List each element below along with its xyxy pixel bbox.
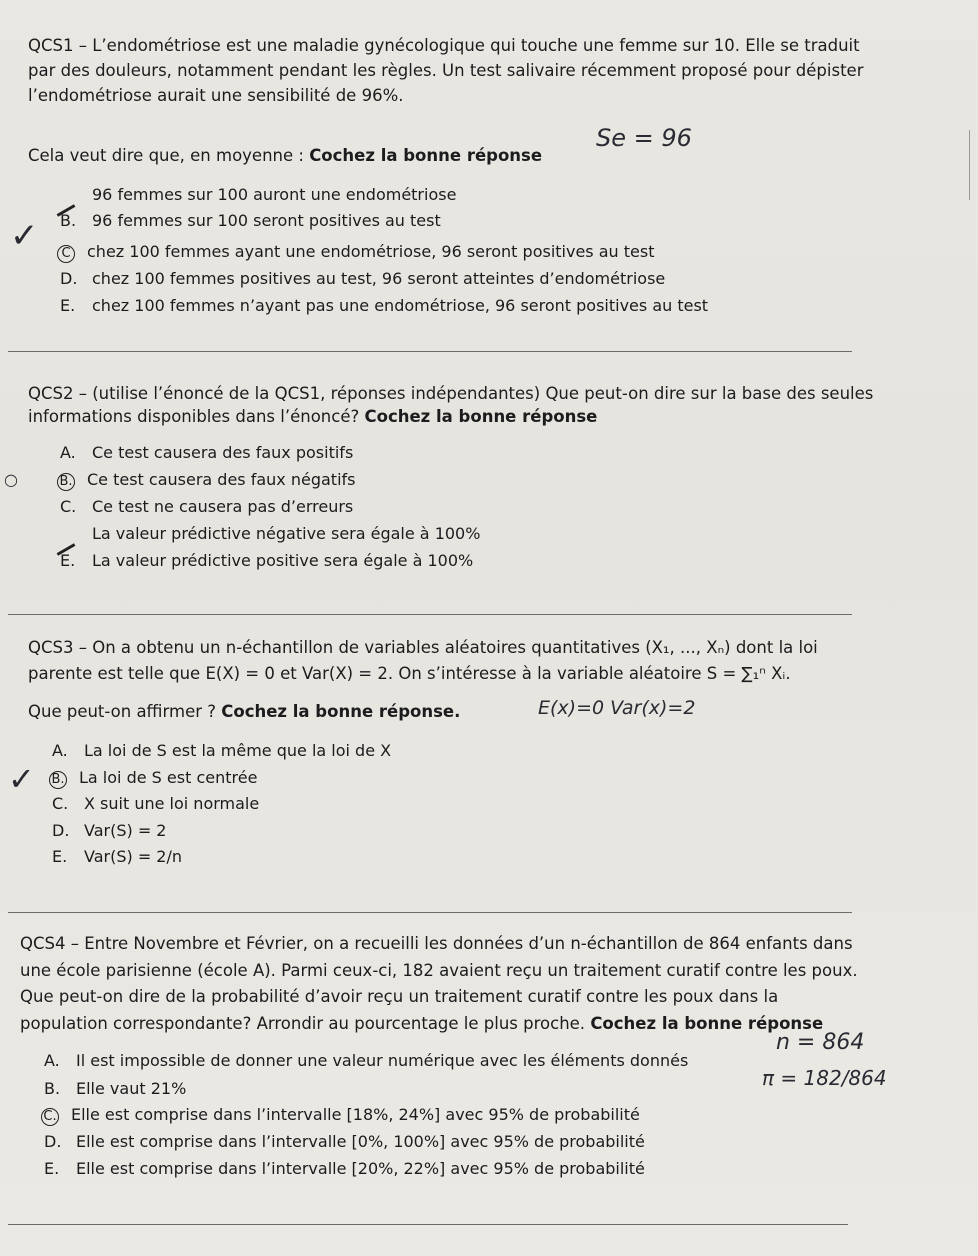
divider-4 [8,1224,848,1225]
q4-line-2: une école parisienne (école A). Parmi ceux-ci, 182 avaient reçu un traitement curatif contre les poux. [20,961,858,980]
q2-line-2: informations disponibles dans l’énoncé? Cochez la bonne réponse [28,407,598,426]
q1-prompt: Cela veut dire que, en moyenne : Cochez la bonne réponse [28,146,543,165]
q3-check-mark-icon: ✓ [8,760,35,798]
q1-option-c-circle: C [57,245,75,263]
q1-line-1: QCS1 – L’endométriose est une maladie gynécologique qui touche une femme sur 10. Elle se traduit [28,36,860,55]
q2-option-b[interactable]: B. Ce test causera des faux négatifs [60,469,356,491]
q4-handwritten-n: n = 864 [776,1030,865,1055]
q1-handwritten-note: Se = 96 [596,124,692,152]
q4-option-c[interactable]: C. Elle est comprise dans l’intervalle [18%, 24%] avec 95% de probabilité [44,1104,640,1126]
q2-instruction: Cochez la bonne réponse [364,407,598,426]
q1-option-d[interactable]: D. chez 100 femmes positives au test, 96 seront atteintes d’endométriose [60,269,666,288]
q3-prompt: Que peut-on affirmer ? Cochez la bonne réponse. [28,702,461,721]
q4-option-c-circle: C. [41,1108,59,1126]
q3-option-d[interactable]: D. Var(S) = 2 [52,821,167,840]
divider-1 [8,351,852,352]
divider-3 [8,912,852,913]
q3-option-c[interactable]: C. X suit une loi normale [52,794,260,813]
q4-line-1: QCS4 – Entre Novembre et Février, on a recueilli les données d’un n-échantillon de 864 enfants dans [20,934,853,953]
q2-margin-mark: ○ [4,470,18,489]
q3-option-a[interactable]: A. La loi de S est la même que la loi de X [52,741,392,760]
q1-option-a[interactable]: 96 femmes sur 100 auront une endométriose [92,185,457,204]
q4-line-3: Que peut-on dire de la probabilité d’avoir reçu un traitement curatif contre les poux dans la [20,987,779,1006]
q3-instruction: Cochez la bonne réponse. [221,702,461,721]
q3-line-2: parente est telle que E(X) = 0 et Var(X) = 2. On s’intéresse à la variable aléatoire S = ∑₁ⁿ Xᵢ. [28,664,791,683]
q1-option-b[interactable]: B. 96 femmes sur 100 seront positives au test [60,211,441,230]
divider-2 [8,614,852,615]
q4-option-a[interactable]: A. Il est impossible de donner une valeur numérique avec les éléments donnés [44,1051,689,1070]
q2-option-c[interactable]: C. Ce test ne causera pas d’erreurs [60,497,354,516]
q1-option-c[interactable]: C chez 100 femmes ayant une endométriose, 96 seront positives au test [60,241,654,263]
q1-line-3: l’endométriose aurait une sensibilité de 96%. [28,86,404,105]
q1-check-mark-icon: ✓ [10,216,39,256]
q3-handwritten-note: E(x)=0 Var(x)=2 [538,697,696,719]
q4-handwritten-pi: π = 182/864 [762,1066,887,1090]
q2-option-d[interactable]: La valeur prédictive négative sera égale à 100% [92,524,481,543]
q4-option-b[interactable]: B. Elle vaut 21% [44,1079,187,1098]
q2-option-e[interactable]: E. La valeur prédictive positive sera égale à 100% [60,551,474,570]
q3-option-b[interactable]: B. La loi de S est centrée [52,767,257,789]
q3-line-1: QCS3 – On a obtenu un n-échantillon de variables aléatoires quantitatives (X₁, ..., Xₙ) dont la loi [28,638,818,657]
page-edge-tab [969,130,978,200]
q2-option-b-circle: B. [57,473,75,491]
q2-option-a[interactable]: A. Ce test causera des faux positifs [60,443,354,462]
q1-instruction: Cochez la bonne réponse [309,146,543,165]
q4-line-4: population correspondante? Arrondir au pourcentage le plus proche. Cochez la bonne réponse [20,1014,824,1033]
q2-line-1: QCS2 – (utilise l’énoncé de la QCS1, réponses indépendantes) Que peut-on dire sur la base des seules [28,384,874,403]
q3-option-b-circle: B. [49,771,67,789]
q1-option-e[interactable]: E. chez 100 femmes n’ayant pas une endométriose, 96 seront positives au test [60,296,709,315]
q4-instruction: Cochez la bonne réponse [590,1014,824,1033]
q4-option-e[interactable]: E. Elle est comprise dans l’intervalle [20%, 22%] avec 95% de probabilité [44,1159,645,1178]
q4-option-d[interactable]: D. Elle est comprise dans l’intervalle [0%, 100%] avec 95% de probabilité [44,1132,645,1151]
q3-option-e[interactable]: E. Var(S) = 2/n [52,847,183,866]
q1-line-2: par des douleurs, notamment pendant les règles. Un test salivaire récemment proposé pour dépister [28,61,864,80]
